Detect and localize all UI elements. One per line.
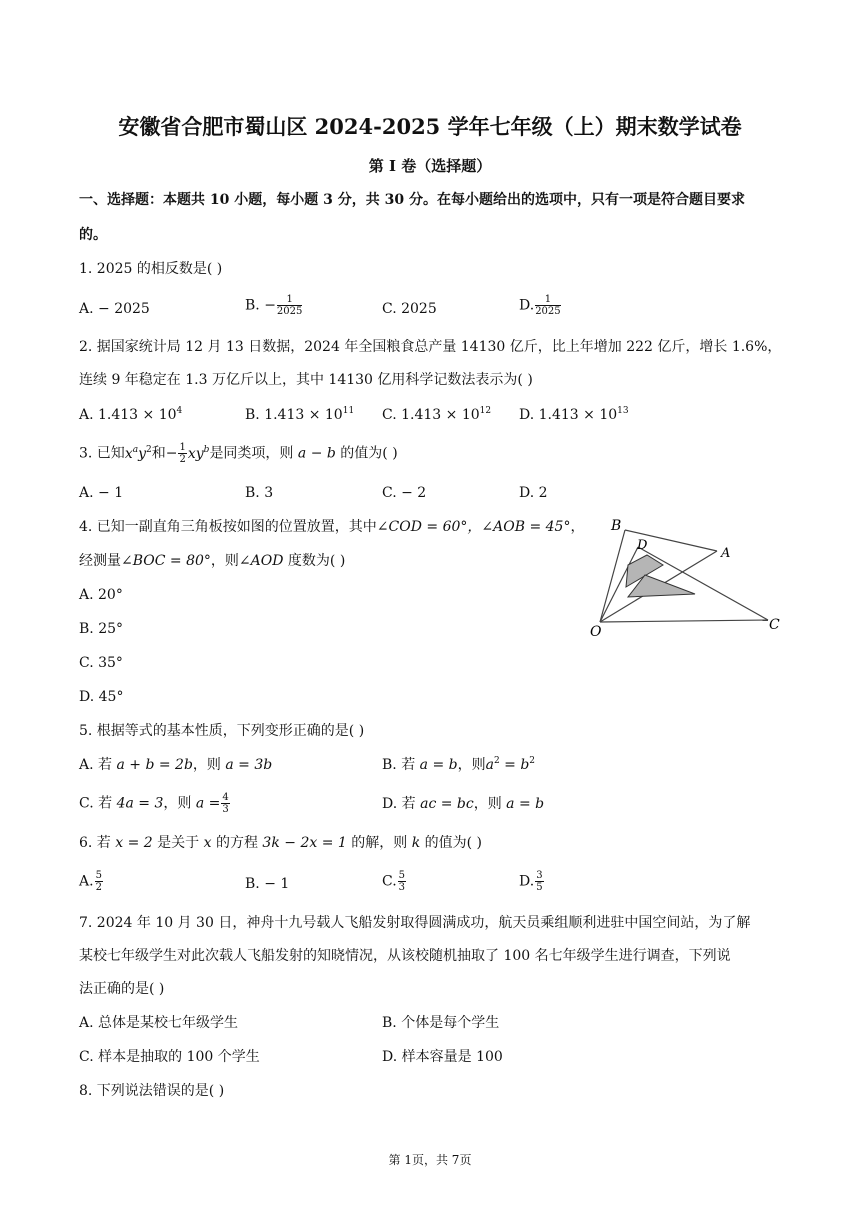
label-c: C (769, 617, 780, 633)
q1-option-c: C. 2025 (382, 301, 437, 317)
q2-line1: 2. 据国家统计局 12 月 13 日数据，2024 年全国粮食总产量 14130 亿斤，比上年增加 222 亿斤，增长 1.6%， (79, 339, 782, 355)
q6-mid3: 的解，则 (351, 835, 408, 851)
q2-option-c (382, 405, 491, 425)
section-heading-line1: 一、选择题：本题共 10 小题，每小题 3 分，共 30 分。在每小题给出的选项中，只有一项是符合题目要求 (79, 192, 745, 208)
q6-equation: 3k − 2x = 1 (262, 835, 347, 851)
q4-angle-boc: BOC = 80° (132, 553, 211, 569)
q5-c-num: 4 (222, 792, 229, 803)
q5-c-prefix: C. 若 (79, 795, 113, 812)
q4-triangle-figure (585, 515, 785, 645)
q7-line2: 某校七年级学生对此次载人飞船发射的知晓情况，从该校随机抽取了 100 名七年级学生进行调查，下列说 (79, 948, 731, 964)
q3-stem (79, 442, 398, 465)
q7-option-a: A. 总体是某校七年级学生 (79, 1015, 239, 1031)
q3-tail: 的值为( ) (340, 445, 398, 462)
q6-a-fraction (95, 870, 103, 893)
q1-d-den: 2025 (535, 306, 561, 317)
q6-a-num: 5 (95, 870, 102, 881)
q5-b-res-a: a (485, 757, 494, 773)
q4-line1-suffix: ， (570, 519, 585, 535)
q3-expr: a − b (297, 445, 336, 462)
q1-b-prefix: B. − (245, 297, 276, 314)
q3-frac-den: 2 (179, 454, 186, 465)
q3-prefix: 3. 已知 (79, 445, 125, 462)
q1-b-den: 2025 (276, 306, 303, 317)
q6-option-a: A. $\frac{5}{2}$ (79, 870, 102, 893)
q5-c-res: a = (195, 795, 221, 812)
q2-line2: 连续 9 年稳定在 1.3 万亿斤以上，其中 14130 亿用科学记数法表示为( ) (79, 372, 533, 388)
q4-option-a: A. 20° (79, 587, 123, 603)
label-o: O (590, 624, 602, 640)
q8-stem: 8. 下列说法错误的是( ) (79, 1083, 225, 1099)
q1-d-num: 1 (535, 294, 560, 306)
q4-option-c: C. 35° (79, 655, 123, 671)
q5-a-expr: a + b = 2b (116, 757, 193, 773)
q2-b-exp: 11 (342, 406, 355, 416)
q6-d-den: 5 (536, 882, 543, 893)
q2-d-exp: 13 (617, 406, 629, 416)
volume-heading: 第 I 卷（选择题） (368, 157, 492, 175)
q1-option-a: A. − 2025 (79, 301, 150, 317)
q5-b-prefix: B. 若 (382, 757, 416, 773)
label-b: B (611, 518, 622, 534)
q6-option-d: D. $\frac{3}{5}$ (519, 870, 543, 893)
q2-c-exp: 12 (479, 406, 492, 416)
q5-d-res: a = b (506, 796, 545, 812)
q6-prefix: 6. 若 (79, 835, 111, 851)
q3-option-b: B. 3 (245, 485, 274, 501)
q5-option-d (382, 794, 544, 814)
q4-line2-suffix: 度数为( ) (283, 553, 346, 569)
q5-c-fraction (221, 792, 229, 815)
q6-d-fraction (535, 870, 543, 893)
ray-ob (600, 530, 625, 622)
q3-term1: $x^ay^2$ (124, 444, 152, 462)
q6-x: x (203, 835, 212, 851)
q2-option-d (519, 405, 629, 425)
q7-line1: 7. 2024 年 10 月 30 日，神舟十九号载人飞船发射取得圆满成功，航天员乘组顺利进驻中国空间站，为了解 (79, 915, 751, 931)
q3-option-d: D. 2 (519, 485, 548, 501)
q6-a-den: 2 (95, 882, 102, 893)
q1-b-fraction (277, 294, 302, 317)
label-a: A (721, 546, 731, 561)
q6-c-den: 3 (398, 882, 406, 893)
q4-line1-prefix: 4. 已知一副直角三角板按如图的位置放置，其中∠ (79, 519, 389, 535)
q1-option-b (245, 294, 303, 317)
q6-mid2: 的方程 (215, 835, 258, 851)
q4-option-d: D. 45° (79, 689, 124, 705)
q5-option-b (382, 755, 535, 775)
q7-line3: 法正确的是( ) (79, 981, 165, 997)
q6-c-fraction (398, 870, 406, 893)
q2-a-base: A. 1.413 × 10 (79, 407, 177, 423)
q3-term2: $xy^b$ (187, 444, 210, 462)
q5-a-mid: ，则 (192, 757, 221, 773)
q5-option-c (79, 792, 231, 815)
q1-d-prefix: D. (519, 297, 535, 314)
q5-d-mid: ，则 (473, 796, 502, 812)
q6-option-c: C. $\frac{5}{3}$ (382, 870, 406, 893)
q6-d-num: 3 (536, 870, 543, 881)
q3-suffix: 是同类项，则 (209, 445, 294, 462)
q7-option-c: C. 样本是抽取的 100 个学生 (79, 1049, 260, 1065)
q2-b-base: B. 1.413 × 10 (245, 407, 343, 423)
q6-k: k (411, 835, 421, 851)
q7-option-b: B. 个体是每个学生 (382, 1015, 500, 1031)
q3-mid: 和− (151, 445, 178, 462)
q5-a-prefix: A. 若 (79, 757, 113, 773)
q2-c-base: C. 1.413 × 10 (382, 407, 480, 423)
page-title: 安徽省合肥市蜀山区 2024-2025 学年七年级（上）期末数学试卷 (118, 114, 742, 139)
q6-option-b: B. − 1 (245, 876, 290, 892)
q6-c-num: 5 (398, 870, 406, 881)
q5-d-prefix: D. 若 (382, 796, 416, 812)
q6-mid1: 是关于 (157, 835, 200, 851)
q5-b-mid: ，则 (457, 757, 486, 773)
q5-stem: 5. 根据等式的基本性质，下列变形正确的是( ) (79, 723, 365, 739)
q6-x-value: x = 2 (115, 835, 153, 851)
q4-angle-aod: AOD (250, 553, 284, 569)
label-d: D (637, 538, 648, 553)
q1-b-num: 1 (277, 294, 302, 306)
q1-d-fraction (535, 294, 560, 317)
page-footer: 第 1页，共 7页 (388, 1153, 472, 1167)
q3-option-a: A. − 1 (79, 485, 124, 501)
q5-c-den: 3 (222, 804, 229, 815)
q4-line2-mid: ，则∠ (210, 553, 251, 569)
q5-b-expr: a = b (419, 757, 458, 773)
q4-angles-given: COD = 60°，∠AOB = 45° (388, 519, 571, 535)
q6-tail: 的值为( ) (424, 835, 483, 851)
q5-c-mid: ，则 (163, 795, 192, 812)
q3-option-c: C. − 2 (382, 485, 427, 501)
q5-d-expr: ac = bc (420, 796, 474, 812)
q7-option-d: D. 样本容量是 100 (382, 1049, 503, 1065)
q2-option-a (79, 405, 182, 425)
q2-d-base: D. 1.413 × 10 (519, 407, 618, 423)
q4-option-b: B. 25° (79, 621, 124, 637)
q3-fraction (178, 442, 186, 465)
q5-b-res: $a^2 = b^2$ (485, 756, 536, 773)
q5-option-a (79, 755, 272, 775)
q6-stem (79, 833, 482, 853)
q1-stem: 1. 2025 的相反数是( ) (79, 261, 223, 277)
q4-line2 (79, 551, 345, 571)
q2-a-exp: 4 (176, 406, 183, 416)
q3-frac-num: 1 (179, 442, 186, 453)
section-heading-line2: 的。 (79, 227, 107, 243)
q5-a-res: a = 3b (225, 757, 273, 773)
q1-option-d (519, 294, 562, 317)
q5-b-res-b: = b (499, 757, 530, 773)
q4-line2-prefix: 经测量∠ (79, 553, 133, 569)
q5-c-expr: 4a = 3 (116, 795, 164, 812)
ray-oc (600, 620, 768, 622)
q2-option-b (245, 405, 354, 425)
q4-line1 (79, 517, 584, 537)
